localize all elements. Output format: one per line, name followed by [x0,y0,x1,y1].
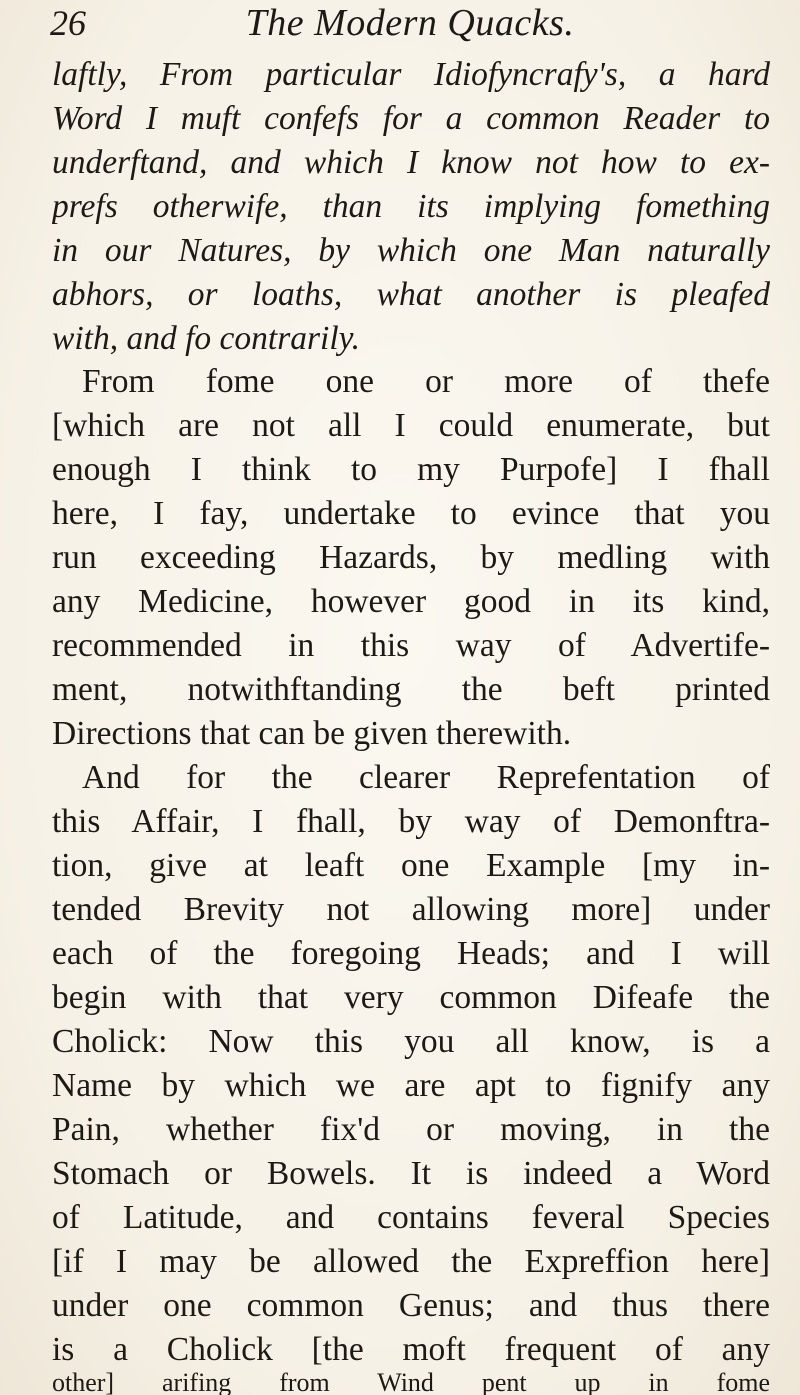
text-line: run exceeding Hazards, by medling with [52,539,770,576]
text-line: this Affair, I fhall, by way of Demonftra- [52,803,770,840]
text-line: underftand, and which I know not how to ex- [52,144,770,181]
text-line: with, and fo contrarily. [52,320,361,357]
text-line: [which are not all I could enumerate, but [52,407,770,444]
text-line: From fome one or more of thefe [82,363,770,400]
text-line: Stomach or Bowels. It is indeed a Word [52,1155,770,1192]
page-number: 26 [50,3,86,43]
text-line: [if I may be allowed the Expreffion here] [52,1243,770,1280]
text-line: each of the foregoing Heads; and I will [52,935,770,972]
text-line: of Latitude, and contains feveral Species [52,1199,770,1236]
text-line: recommended in this way of Advertife- [52,627,770,664]
running-title: The Modern Quacks. [245,2,575,44]
text-line: Pain, whether fix'd or moving, in the [52,1111,770,1148]
text-line: tion, give at leaft one Example [my in- [52,847,770,884]
text-line: any Medicine, however good in its kind, [52,583,770,620]
text-line: tended Brevity not allowing more] under [52,891,770,928]
text-line: here, I fay, undertake to evince that you [52,495,770,532]
text-line: under one common Genus; and thus there [52,1287,770,1324]
text-line: begin with that very common Difeafe the [52,979,770,1016]
text-line: Word I muft confefs for a common Reader to [52,100,770,137]
text-line: Name by which we are apt to fignify any [52,1067,770,1104]
text-line: other] arifing from Wind pent up in fome [52,1371,770,1395]
text-line: ment, notwithftanding the beft printed [52,671,770,708]
page-header [50,0,770,48]
text-line: enough I think to my Purpofe] I fhall [52,451,770,488]
text-line: abhors, or loaths, what another is pleafed [52,276,770,313]
text-line: Cholick: Now this you all know, is a [52,1023,770,1060]
text-line: Directions that can be given therewith. [52,715,572,752]
text-line: is a Cholick [the moft frequent of any [52,1331,770,1368]
text-line: prefs otherwife, than its implying fomething [52,188,770,225]
text-line: in our Natures, by which one Man naturally [52,232,770,269]
text-line: And for the clearer Reprefentation of [82,759,770,796]
text-line: laftly, From particular Idiofyncrafy's, a hard [52,56,770,93]
